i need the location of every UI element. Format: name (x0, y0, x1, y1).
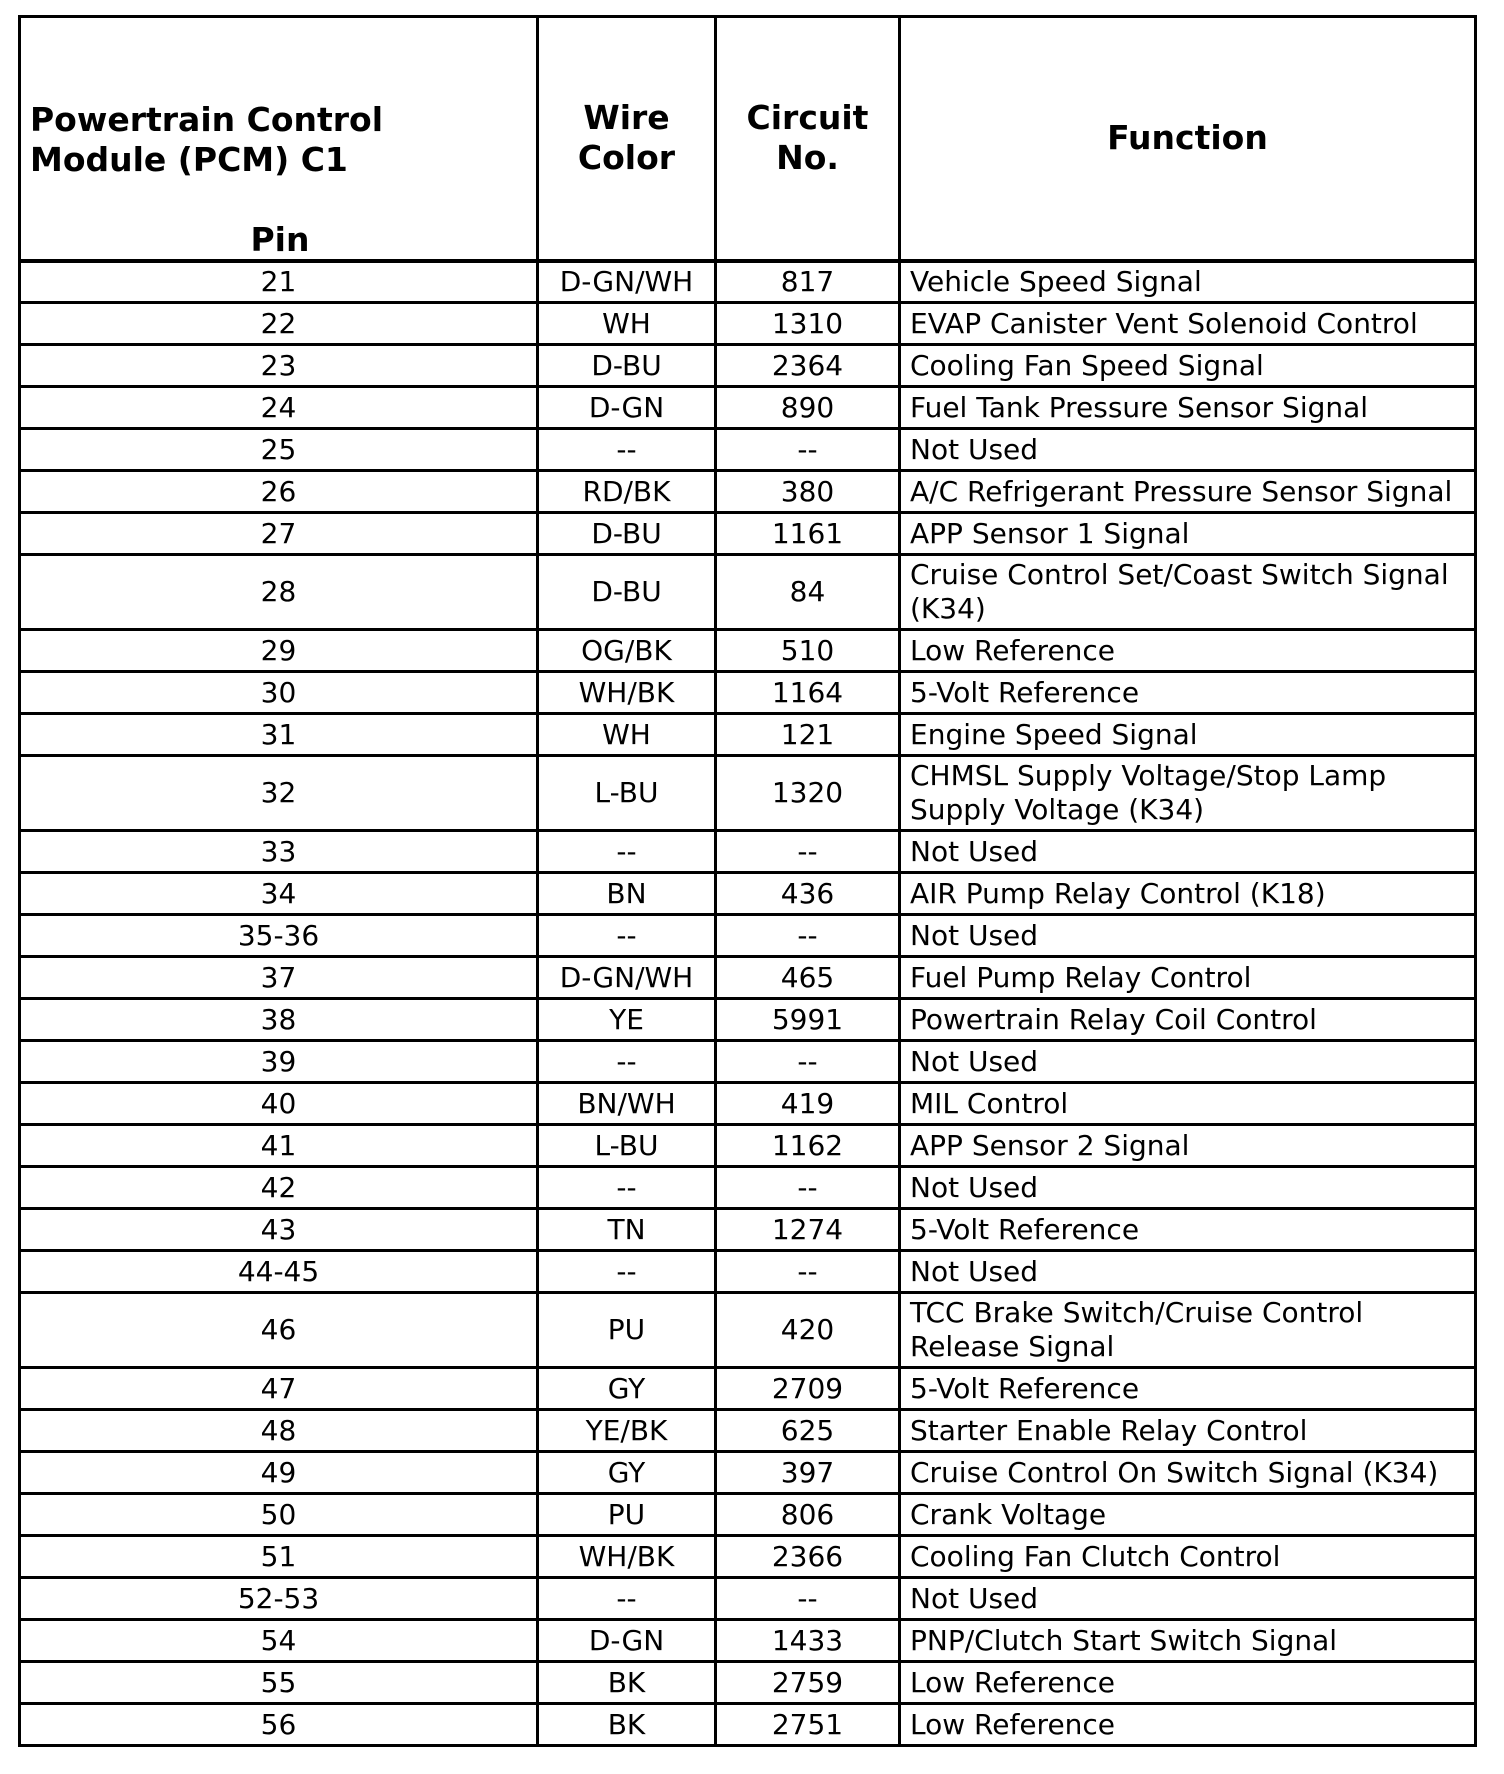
function-cell: EVAP Canister Vent Solenoid Control (900, 303, 1476, 345)
wire-color-cell: -- (538, 1578, 716, 1620)
pin-cell: 33 (20, 831, 538, 873)
wire-color-cell: OG/BK (538, 630, 716, 672)
function-cell: Starter Enable Relay Control (900, 1410, 1476, 1452)
function-cell: Cooling Fan Speed Signal (900, 345, 1476, 387)
function-cell: AIR Pump Relay Control (K18) (900, 873, 1476, 915)
table-row (20, 1083, 1476, 1125)
circuit-number-cell: 380 (716, 471, 900, 513)
function-cell: Powertrain Relay Coil Control (900, 999, 1476, 1041)
function-cell: Engine Speed Signal (900, 714, 1476, 756)
pin-cell: 41 (20, 1125, 538, 1167)
pin-cell: 39 (20, 1041, 538, 1083)
pin-cell: 29 (20, 630, 538, 672)
function-cell: 5-Volt Reference (900, 1368, 1476, 1410)
wire-color-cell: TN (538, 1209, 716, 1251)
table-row (20, 261, 1476, 303)
circuit-number-cell: 2364 (716, 345, 900, 387)
circuit-number-cell: 510 (716, 630, 900, 672)
pin-header-line-1: Powertrain Control (30, 100, 384, 139)
circuit-header-line-2: No. (776, 138, 839, 178)
table-row (20, 513, 1476, 555)
pin-header-line-2: Module (PCM) C1 (30, 140, 348, 179)
pin-header-line-3: Pin (250, 220, 310, 259)
pin-cell: 46 (20, 1293, 538, 1368)
pin-cell: 27 (20, 513, 538, 555)
pin-cell: 28 (20, 555, 538, 630)
wire-color-cell: -- (538, 915, 716, 957)
circuit-number-cell: 420 (716, 1293, 900, 1368)
wire-color-cell: WH/BK (538, 672, 716, 714)
function-cell: Vehicle Speed Signal (900, 261, 1476, 303)
wire-color-cell: D-GN (538, 387, 716, 429)
wire-color-cell: WH/BK (538, 1536, 716, 1578)
circuit-number-cell: 2759 (716, 1662, 900, 1704)
pin-cell: 37 (20, 957, 538, 999)
circuit-number-cell: 817 (716, 261, 900, 303)
pin-cell: 50 (20, 1494, 538, 1536)
table-row (20, 1662, 1476, 1704)
pin-cell: 49 (20, 1452, 538, 1494)
pin-cell: 21 (20, 261, 538, 303)
circuit-number-column-header (716, 17, 900, 261)
table-row (20, 915, 1476, 957)
wire-color-cell: BN (538, 873, 716, 915)
pin-cell: 54 (20, 1620, 538, 1662)
wire-color-cell: D-GN/WH (538, 957, 716, 999)
pin-cell: 47 (20, 1368, 538, 1410)
wire-color-cell: D-GN (538, 1620, 716, 1662)
wire-header-line-2: Color (577, 138, 676, 178)
pin-cell: 40 (20, 1083, 538, 1125)
function-cell: TCC Brake Switch/Cruise Control Release Signal (900, 1293, 1476, 1368)
circuit-number-cell: -- (716, 831, 900, 873)
function-cell: Not Used (900, 1578, 1476, 1620)
table-row (20, 1704, 1476, 1746)
table-row (20, 387, 1476, 429)
wire-color-cell: D-BU (538, 555, 716, 630)
circuit-number-cell: -- (716, 1167, 900, 1209)
wire-color-cell: D-GN/WH (538, 261, 716, 303)
table-row (20, 555, 1476, 630)
wire-color-cell: WH (538, 303, 716, 345)
table-row (20, 831, 1476, 873)
circuit-number-cell: -- (716, 1251, 900, 1293)
circuit-number-cell: -- (716, 429, 900, 471)
function-cell: Low Reference (900, 630, 1476, 672)
wire-color-cell: -- (538, 429, 716, 471)
wire-color-cell: -- (538, 1041, 716, 1083)
circuit-number-cell: 1310 (716, 303, 900, 345)
function-cell: PNP/Clutch Start Switch Signal (900, 1620, 1476, 1662)
pin-cell: 43 (20, 1209, 538, 1251)
circuit-number-cell: 1164 (716, 672, 900, 714)
table-row (20, 1410, 1476, 1452)
pin-cell: 32 (20, 756, 538, 831)
table-row (20, 957, 1476, 999)
function-cell: APP Sensor 1 Signal (900, 513, 1476, 555)
wire-color-cell: PU (538, 1494, 716, 1536)
pin-cell: 42 (20, 1167, 538, 1209)
wire-color-cell: PU (538, 1293, 716, 1368)
wire-color-cell: BK (538, 1704, 716, 1746)
circuit-number-cell: 1274 (716, 1209, 900, 1251)
function-cell: Not Used (900, 915, 1476, 957)
table-row (20, 1494, 1476, 1536)
table-row (20, 1209, 1476, 1251)
pin-cell: 22 (20, 303, 538, 345)
function-cell: 5-Volt Reference (900, 1209, 1476, 1251)
circuit-number-cell: 625 (716, 1410, 900, 1452)
pin-cell: 52-53 (20, 1578, 538, 1620)
function-cell: Fuel Tank Pressure Sensor Signal (900, 387, 1476, 429)
wire-color-cell: WH (538, 714, 716, 756)
circuit-number-cell: 1162 (716, 1125, 900, 1167)
pin-cell: 56 (20, 1704, 538, 1746)
circuit-number-cell: 2709 (716, 1368, 900, 1410)
pin-column-header (20, 17, 538, 261)
function-cell: CHMSL Supply Voltage/Stop Lamp Supply Voltage (K34) (900, 756, 1476, 831)
table-row (20, 429, 1476, 471)
function-cell: APP Sensor 2 Signal (900, 1125, 1476, 1167)
circuit-number-cell: 436 (716, 873, 900, 915)
function-cell: 5-Volt Reference (900, 672, 1476, 714)
circuit-number-cell: 121 (716, 714, 900, 756)
table-row (20, 1578, 1476, 1620)
pin-cell: 38 (20, 999, 538, 1041)
circuit-number-cell: 1161 (716, 513, 900, 555)
circuit-number-cell: 5991 (716, 999, 900, 1041)
table-row (20, 303, 1476, 345)
wire-color-cell: YE (538, 999, 716, 1041)
pin-cell: 31 (20, 714, 538, 756)
wire-color-cell: BK (538, 1662, 716, 1704)
circuit-number-cell: -- (716, 1578, 900, 1620)
pin-cell: 23 (20, 345, 538, 387)
pin-cell: 55 (20, 1662, 538, 1704)
circuit-number-cell: 465 (716, 957, 900, 999)
pin-cell: 24 (20, 387, 538, 429)
function-cell: Not Used (900, 1167, 1476, 1209)
function-cell: A/C Refrigerant Pressure Sensor Signal (900, 471, 1476, 513)
circuit-number-cell: 2751 (716, 1704, 900, 1746)
table-row (20, 999, 1476, 1041)
wire-color-column-header (538, 17, 716, 261)
circuit-number-cell: 1433 (716, 1620, 900, 1662)
circuit-number-cell: 890 (716, 387, 900, 429)
function-cell: Cooling Fan Clutch Control (900, 1536, 1476, 1578)
table-row (20, 714, 1476, 756)
pin-cell: 30 (20, 672, 538, 714)
circuit-header-line-1: Circuit (746, 98, 869, 138)
circuit-number-cell: 1320 (716, 756, 900, 831)
table-row (20, 1452, 1476, 1494)
pin-cell: 51 (20, 1536, 538, 1578)
table-row (20, 756, 1476, 831)
wire-color-cell: L-BU (538, 756, 716, 831)
wire-header-line-1: Wire (583, 98, 670, 138)
table-row (20, 672, 1476, 714)
pin-cell: 26 (20, 471, 538, 513)
table-row (20, 1368, 1476, 1410)
function-cell: MIL Control (900, 1083, 1476, 1125)
pin-cell: 34 (20, 873, 538, 915)
wire-color-cell: L-BU (538, 1125, 716, 1167)
table-row (20, 873, 1476, 915)
wire-color-cell: BN/WH (538, 1083, 716, 1125)
pcm-c1-pinout-table (18, 15, 1477, 1747)
function-cell: Not Used (900, 1041, 1476, 1083)
function-cell: Low Reference (900, 1704, 1476, 1746)
wire-color-cell: -- (538, 1167, 716, 1209)
circuit-number-cell: 806 (716, 1494, 900, 1536)
table-row (20, 1536, 1476, 1578)
table-body (20, 261, 1476, 1746)
table-row (20, 345, 1476, 387)
table-header (20, 17, 1476, 261)
circuit-number-cell: 419 (716, 1083, 900, 1125)
table-row (20, 471, 1476, 513)
function-cell: Fuel Pump Relay Control (900, 957, 1476, 999)
function-cell: Not Used (900, 429, 1476, 471)
table-row (20, 1293, 1476, 1368)
function-column-header: Function (900, 17, 1476, 261)
wire-color-cell: D-BU (538, 345, 716, 387)
pin-cell: 44-45 (20, 1251, 538, 1293)
pcm-pinout-sheet (18, 15, 1474, 1759)
wire-color-cell: -- (538, 831, 716, 873)
circuit-number-cell: -- (716, 1041, 900, 1083)
function-cell: Low Reference (900, 1662, 1476, 1704)
pin-cell: 35-36 (20, 915, 538, 957)
wire-color-cell: D-BU (538, 513, 716, 555)
pin-cell: 25 (20, 429, 538, 471)
wire-color-cell: GY (538, 1368, 716, 1410)
function-cell: Not Used (900, 831, 1476, 873)
wire-color-cell: GY (538, 1452, 716, 1494)
table-row (20, 1167, 1476, 1209)
header-row (20, 17, 1476, 261)
table-row (20, 1251, 1476, 1293)
table-row (20, 1620, 1476, 1662)
function-cell: Cruise Control Set/Coast Switch Signal (K34) (900, 555, 1476, 630)
circuit-number-cell: -- (716, 915, 900, 957)
wire-color-cell: -- (538, 1251, 716, 1293)
function-cell: Crank Voltage (900, 1494, 1476, 1536)
table-row (20, 1125, 1476, 1167)
wire-color-cell: YE/BK (538, 1410, 716, 1452)
circuit-number-cell: 84 (716, 555, 900, 630)
table-row (20, 1041, 1476, 1083)
function-cell: Cruise Control On Switch Signal (K34) (900, 1452, 1476, 1494)
circuit-number-cell: 397 (716, 1452, 900, 1494)
circuit-number-cell: 2366 (716, 1536, 900, 1578)
pin-cell: 48 (20, 1410, 538, 1452)
table-row (20, 630, 1476, 672)
function-cell: Not Used (900, 1251, 1476, 1293)
wire-color-cell: RD/BK (538, 471, 716, 513)
